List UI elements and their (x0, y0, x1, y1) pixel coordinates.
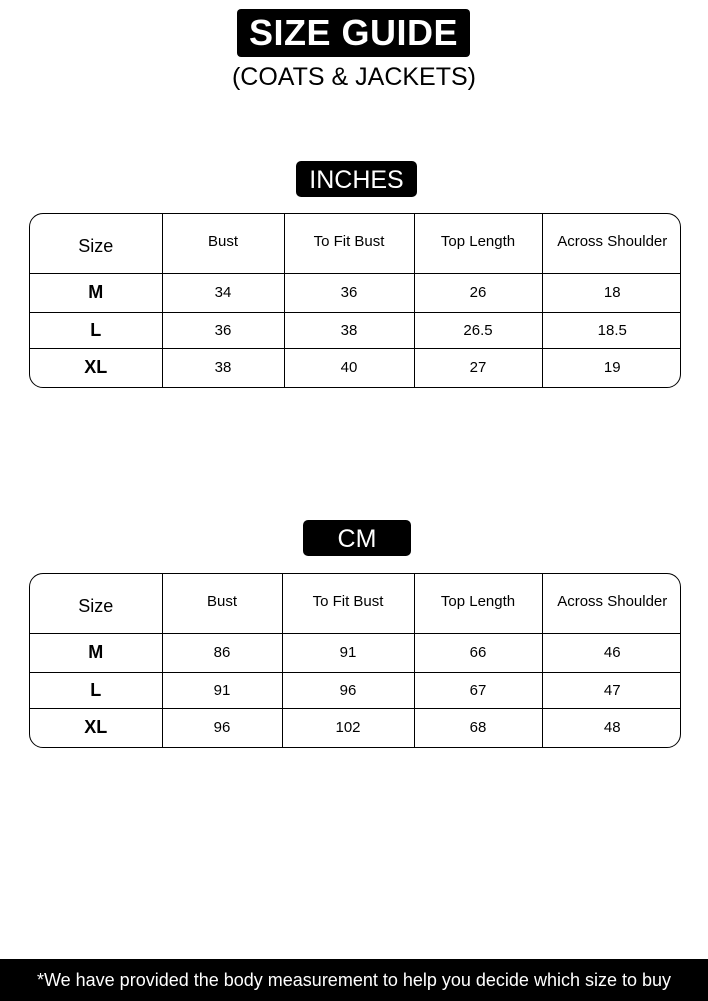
size-cell: L (30, 672, 162, 708)
value-cell: 48 (542, 708, 681, 747)
value-cell: 19 (542, 348, 681, 387)
value-cell: 96 (162, 708, 282, 747)
size-cell: XL (30, 348, 162, 387)
value-cell: 26 (414, 273, 542, 312)
header-cell-to-fit-bust: To Fit Bust (282, 574, 414, 633)
table-header-row (30, 574, 681, 633)
value-cell: 18 (542, 273, 681, 312)
header-cell-top-length: Top Length (414, 214, 542, 273)
table-row (30, 312, 681, 348)
value-cell: 91 (282, 633, 414, 672)
header-cell-size: Size (30, 574, 162, 633)
table-row (30, 273, 681, 312)
value-cell: 36 (284, 273, 414, 312)
inches-size-table (29, 213, 681, 388)
table-row (30, 672, 681, 708)
header-cell-bust: Bust (162, 574, 282, 633)
value-cell: 68 (414, 708, 542, 747)
value-cell: 38 (162, 348, 284, 387)
size-cell: M (30, 633, 162, 672)
header-cell-top-length: Top Length (414, 574, 542, 633)
value-cell: 26.5 (414, 312, 542, 348)
value-cell: 86 (162, 633, 282, 672)
value-cell: 91 (162, 672, 282, 708)
value-cell: 66 (414, 633, 542, 672)
size-cell: L (30, 312, 162, 348)
value-cell: 46 (542, 633, 681, 672)
value-cell: 96 (282, 672, 414, 708)
value-cell: 47 (542, 672, 681, 708)
size-cell: M (30, 273, 162, 312)
footer-note: *We have provided the body measurement to help you decide which size to buy (0, 959, 708, 1001)
table-row (30, 633, 681, 672)
page-subtitle: (COATS & JACKETS) (231, 63, 476, 91)
value-cell: 40 (284, 348, 414, 387)
value-cell: 36 (162, 312, 284, 348)
value-cell: 34 (162, 273, 284, 312)
header-cell-across-shoulder: Across Shoulder (542, 574, 681, 633)
value-cell: 38 (284, 312, 414, 348)
header-cell-size: Size (30, 214, 162, 273)
cm-size-table (29, 573, 681, 748)
cm-unit-badge: CM (303, 520, 411, 556)
header-cell-to-fit-bust: To Fit Bust (284, 214, 414, 273)
header-cell-bust: Bust (162, 214, 284, 273)
value-cell: 102 (282, 708, 414, 747)
inches-unit-badge: INCHES (296, 161, 417, 197)
value-cell: 27 (414, 348, 542, 387)
page-title: SIZE GUIDE (237, 9, 470, 57)
table-header-row (30, 214, 681, 273)
size-cell: XL (30, 708, 162, 747)
header-cell-across-shoulder: Across Shoulder (542, 214, 681, 273)
table-row (30, 708, 681, 747)
table-row (30, 348, 681, 387)
value-cell: 67 (414, 672, 542, 708)
value-cell: 18.5 (542, 312, 681, 348)
